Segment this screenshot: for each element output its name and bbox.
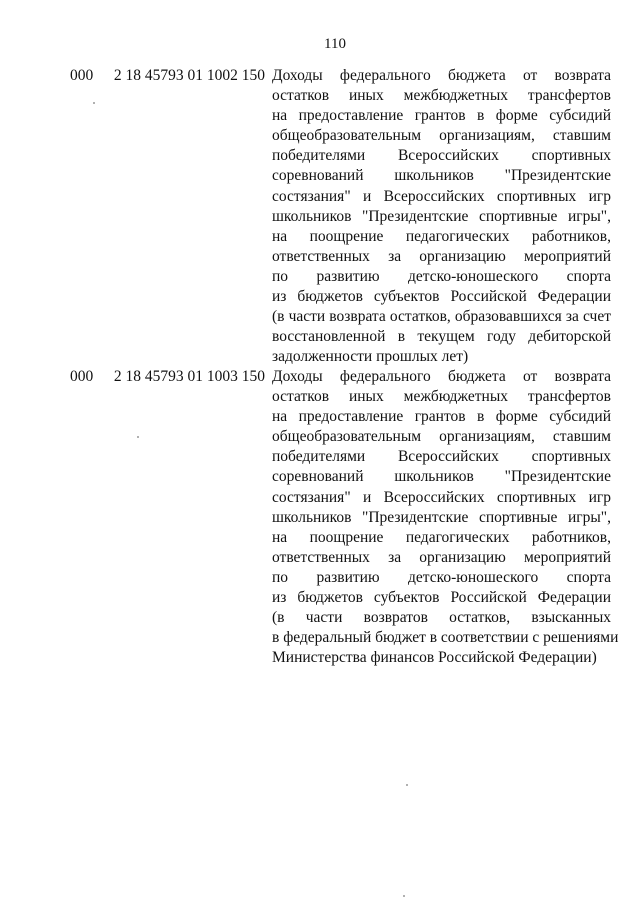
description-line: остатков иных межбюджетных трансфертов (272, 87, 611, 105)
description-line: по развитию детско-юношеского спорта (272, 568, 611, 586)
description-line: ответственных за организацию мероприятий (272, 247, 611, 265)
classification-code: 2 18 45793 01 1003 150 (113, 368, 265, 385)
scan-speck (403, 895, 405, 897)
description-line: общеобразовательным организациям, ставшим (272, 127, 611, 145)
description-line: (в части возврата остатков, образовавшихся за счет (272, 308, 611, 326)
description-line: состязания" и Всероссийских спортивных игр (272, 187, 611, 205)
description-line: восстановленной в текущем году дебиторской (272, 328, 611, 346)
description-line: победителями Всероссийских спортивных (272, 448, 611, 466)
description-line: соревнований школьников "Президентские (272, 468, 611, 486)
scan-speck (93, 102, 95, 104)
description-line: ответственных за организацию мероприятий (272, 548, 611, 566)
entry-description (272, 66, 611, 367)
description-line: остатков иных межбюджетных трансфертов (272, 388, 611, 406)
description-line: победителями Всероссийских спортивных (272, 147, 611, 165)
description-line: на предоставление грантов в форме субсидий (272, 107, 611, 125)
description-line: Министерства финансов Российской Федерации) (272, 649, 597, 667)
description-line: на поощрение педагогических работников, (272, 528, 611, 546)
entry-description (272, 367, 619, 668)
description-line: по развитию детско-юношеского спорта (272, 267, 611, 285)
description-line: общеобразовательным организациям, ставшим (272, 428, 611, 446)
description-line: на поощрение педагогических работников, (272, 227, 611, 245)
description-line: школьников "Президентские спортивные игры", (272, 508, 611, 526)
description-line: Доходы федерального бюджета от возврата (272, 67, 611, 84)
description-line: на предоставление грантов в форме субсидий (272, 408, 611, 426)
description-line: (в части возвратов остатков, взысканных (272, 609, 611, 627)
description-line: соревнований школьников "Президентские (272, 167, 611, 185)
description-line: задолженности прошлых лет) (272, 348, 469, 366)
description-line: из бюджетов субъектов Российской Федерации (272, 589, 611, 607)
description-line: из бюджетов субъектов Российской Федерации (272, 288, 611, 306)
classification-code: 2 18 45793 01 1002 150 (113, 67, 265, 84)
code-group (70, 367, 265, 387)
admin-code: 000 (70, 67, 94, 84)
scan-speck (406, 784, 408, 786)
description-line: Доходы федерального бюджета от возврата (272, 368, 611, 385)
page-number: 110 (324, 36, 346, 52)
description-line: в федеральный бюджет в соответствии с решениями (272, 629, 619, 647)
code-group (70, 66, 265, 86)
description-line: состязания" и Всероссийских спортивных игр (272, 488, 611, 506)
admin-code: 000 (70, 368, 94, 385)
scan-speck (137, 436, 139, 438)
description-line: школьников "Президентские спортивные игры", (272, 207, 611, 225)
